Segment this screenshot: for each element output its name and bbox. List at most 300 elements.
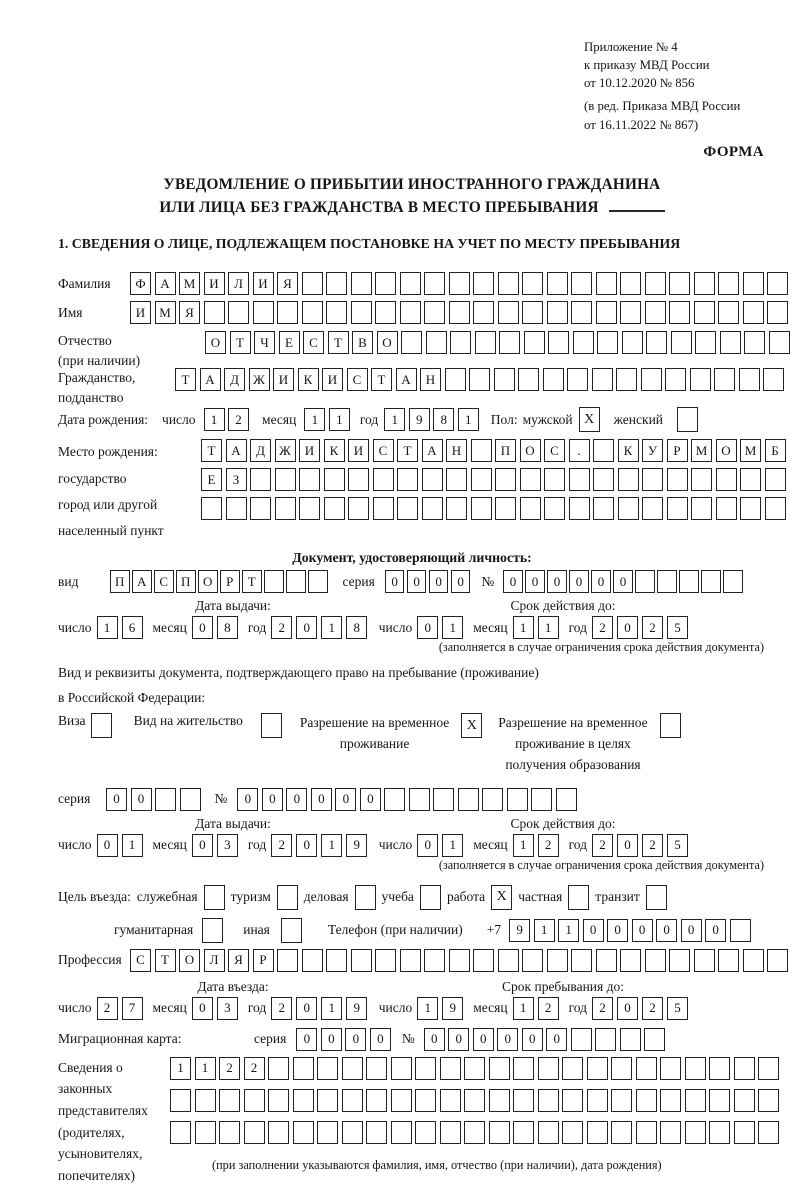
form-cell[interactable] [620,949,641,972]
form-cell[interactable] [375,949,396,972]
form-cell[interactable]: С [154,570,174,593]
form-cell[interactable] [611,1089,632,1112]
form-cell[interactable] [767,301,788,324]
form-cell[interactable] [720,331,741,354]
form-cell[interactable] [718,301,739,324]
form-cell[interactable]: 5 [667,997,688,1020]
form-cell[interactable]: С [373,439,394,462]
form-cell[interactable] [657,570,677,593]
form-cell[interactable] [373,497,394,520]
form-cell[interactable] [671,331,692,354]
form-cell[interactable]: 1 [538,616,559,639]
form-cell[interactable] [440,1121,461,1144]
form-cell[interactable] [538,1089,559,1112]
form-cell[interactable] [424,301,445,324]
form-cell[interactable]: И [322,368,343,391]
form-cell[interactable] [595,1028,616,1051]
form-cell[interactable] [679,570,699,593]
form-cell[interactable]: А [132,570,152,593]
form-cell[interactable] [293,1057,314,1080]
form-cell[interactable] [391,1057,412,1080]
form-cell[interactable]: 0 [448,1028,469,1051]
form-cell[interactable] [464,1089,485,1112]
form-cell[interactable]: 0 [681,919,702,942]
form-cell[interactable] [758,1121,779,1144]
form-cell[interactable] [391,1121,412,1144]
form-cell[interactable]: 0 [97,834,118,857]
form-cell[interactable] [522,301,543,324]
form-cell[interactable]: 0 [370,1028,391,1051]
form-cell[interactable]: А [226,439,247,462]
form-cell[interactable] [767,272,788,295]
form-cell[interactable] [646,331,667,354]
form-cell[interactable] [596,272,617,295]
form-cell[interactable]: Р [667,439,688,462]
form-cell[interactable] [277,949,298,972]
form-cell[interactable] [641,368,662,391]
form-cell[interactable] [415,1089,436,1112]
form-cell[interactable] [734,1121,755,1144]
form-cell[interactable]: К [618,439,639,462]
form-cell[interactable] [473,301,494,324]
form-cell[interactable]: 9 [346,997,367,1020]
form-cell[interactable]: 1 [458,408,479,431]
form-cell[interactable] [635,570,655,593]
form-cell[interactable]: 5 [667,616,688,639]
form-cell[interactable] [548,331,569,354]
form-cell[interactable] [204,301,225,324]
form-cell[interactable] [219,1121,240,1144]
form-cell[interactable] [660,1121,681,1144]
form-cell[interactable] [562,1089,583,1112]
form-cell[interactable]: О [179,949,200,972]
form-cell[interactable]: 0 [335,788,356,811]
form-cell[interactable] [302,949,323,972]
form-cell[interactable] [400,272,421,295]
form-cell[interactable] [622,331,643,354]
form-cell[interactable]: К [298,368,319,391]
form-cell[interactable] [524,331,545,354]
form-cell[interactable] [342,1121,363,1144]
form-cell[interactable] [507,788,528,811]
form-cell[interactable]: 1 [170,1057,191,1080]
form-cell[interactable] [366,1121,387,1144]
form-cell[interactable] [475,331,496,354]
form-cell[interactable]: 1 [442,834,463,857]
form-cell[interactable] [366,1057,387,1080]
form-cell[interactable] [765,468,786,491]
form-cell[interactable]: 0 [451,570,471,593]
form-cell[interactable]: 0 [424,1028,445,1051]
form-cell[interactable] [667,497,688,520]
form-cell[interactable] [667,468,688,491]
form-cell[interactable] [660,1089,681,1112]
form-cell[interactable] [464,1121,485,1144]
form-cell[interactable] [690,368,711,391]
form-cell[interactable]: 0 [591,570,611,593]
form-cell[interactable]: 2 [592,834,613,857]
form-cell[interactable] [348,468,369,491]
form-cell[interactable]: 0 [385,570,405,593]
form-cell[interactable] [669,301,690,324]
form-cell[interactable]: 2 [271,616,292,639]
form-cell[interactable] [645,301,666,324]
form-cell[interactable] [471,439,492,462]
form-cell[interactable]: 3 [217,997,238,1020]
form-cell[interactable]: 7 [122,997,143,1020]
form-cell[interactable] [375,272,396,295]
form-cell[interactable] [400,301,421,324]
form-cell[interactable]: . [569,439,590,462]
form-cell[interactable] [326,301,347,324]
form-cell[interactable] [228,301,249,324]
form-cell[interactable]: М [740,439,761,462]
form-cell[interactable]: 0 [429,570,449,593]
form-cell[interactable]: 0 [656,919,677,942]
form-cell[interactable]: 0 [106,788,127,811]
purpose-business-checkbox[interactable] [355,885,376,910]
form-cell[interactable]: 0 [192,834,213,857]
form-cell[interactable]: 1 [513,834,534,857]
form-cell[interactable] [694,272,715,295]
form-cell[interactable] [709,1089,730,1112]
form-cell[interactable]: 0 [417,616,438,639]
form-cell[interactable] [498,301,519,324]
form-cell[interactable]: Ф [130,272,151,295]
form-cell[interactable]: К [324,439,345,462]
form-cell[interactable] [351,301,372,324]
form-cell[interactable]: 0 [262,788,283,811]
form-cell[interactable] [518,368,539,391]
form-cell[interactable]: И [204,272,225,295]
form-cell[interactable]: О [198,570,218,593]
form-cell[interactable] [397,468,418,491]
form-cell[interactable]: 9 [509,919,530,942]
form-cell[interactable]: П [495,439,516,462]
form-cell[interactable]: И [130,301,151,324]
form-cell[interactable]: Т [155,949,176,972]
form-cell[interactable] [373,468,394,491]
form-cell[interactable]: 2 [228,408,249,431]
form-cell[interactable] [597,331,618,354]
form-cell[interactable]: Ж [249,368,270,391]
form-cell[interactable]: О [205,331,226,354]
form-cell[interactable] [567,368,588,391]
form-cell[interactable] [538,1057,559,1080]
form-cell[interactable]: 2 [642,616,663,639]
form-cell[interactable]: И [299,439,320,462]
form-cell[interactable]: 0 [569,570,589,593]
form-cell[interactable]: С [347,368,368,391]
form-cell[interactable] [397,497,418,520]
form-cell[interactable]: Т [397,439,418,462]
form-cell[interactable]: Т [230,331,251,354]
form-cell[interactable] [348,497,369,520]
form-cell[interactable]: 0 [407,570,427,593]
form-cell[interactable] [571,949,592,972]
form-cell[interactable]: 1 [513,997,534,1020]
form-cell[interactable] [302,272,323,295]
form-cell[interactable] [495,497,516,520]
form-cell[interactable] [440,1089,461,1112]
form-cell[interactable] [446,497,467,520]
form-cell[interactable]: Н [446,439,467,462]
form-cell[interactable]: 2 [592,616,613,639]
form-cell[interactable]: 0 [296,834,317,857]
form-cell[interactable] [669,272,690,295]
form-cell[interactable] [449,301,470,324]
form-cell[interactable]: В [352,331,373,354]
form-cell[interactable] [401,331,422,354]
form-cell[interactable]: 1 [534,919,555,942]
purpose-study-checkbox[interactable] [420,885,441,910]
form-cell[interactable] [450,331,471,354]
form-cell[interactable] [286,570,306,593]
form-cell[interactable] [573,331,594,354]
form-cell[interactable]: 0 [311,788,332,811]
form-cell[interactable]: П [176,570,196,593]
form-cell[interactable]: Р [253,949,274,972]
form-cell[interactable] [299,468,320,491]
form-cell[interactable] [562,1121,583,1144]
form-cell[interactable] [701,570,721,593]
form-cell[interactable]: 0 [632,919,653,942]
form-cell[interactable] [769,331,790,354]
form-cell[interactable] [195,1089,216,1112]
form-cell[interactable]: 0 [705,919,726,942]
form-cell[interactable]: 0 [522,1028,543,1051]
form-cell[interactable] [758,1089,779,1112]
form-cell[interactable] [730,919,751,942]
form-cell[interactable]: 1 [304,408,325,431]
form-cell[interactable] [642,468,663,491]
form-cell[interactable] [342,1057,363,1080]
form-cell[interactable] [593,439,614,462]
form-cell[interactable]: 0 [360,788,381,811]
form-cell[interactable]: Д [250,439,271,462]
form-cell[interactable]: 0 [321,1028,342,1051]
form-cell[interactable]: А [422,439,443,462]
form-cell[interactable] [571,272,592,295]
form-cell[interactable]: 2 [642,997,663,1020]
form-cell[interactable]: 0 [607,919,628,942]
form-cell[interactable] [324,497,345,520]
form-cell[interactable]: Я [277,272,298,295]
form-cell[interactable] [765,497,786,520]
form-cell[interactable] [513,1057,534,1080]
form-cell[interactable]: 0 [503,570,523,593]
form-cell[interactable] [495,468,516,491]
form-cell[interactable] [464,1057,485,1080]
form-cell[interactable]: 0 [296,1028,317,1051]
form-cell[interactable] [499,331,520,354]
form-cell[interactable]: 1 [329,408,350,431]
form-cell[interactable]: 1 [384,408,405,431]
form-cell[interactable] [763,368,784,391]
form-cell[interactable] [326,272,347,295]
form-cell[interactable] [571,301,592,324]
form-cell[interactable] [195,1121,216,1144]
form-cell[interactable] [268,1057,289,1080]
form-cell[interactable]: 1 [122,834,143,857]
form-cell[interactable] [767,949,788,972]
purpose-humanitarian-checkbox[interactable] [202,918,223,943]
form-cell[interactable] [250,468,271,491]
sex-male-checkbox[interactable]: X [579,407,600,432]
form-cell[interactable] [709,1121,730,1144]
form-cell[interactable]: Ч [254,331,275,354]
form-cell[interactable] [424,272,445,295]
form-cell[interactable] [543,368,564,391]
form-cell[interactable]: Т [201,439,222,462]
form-cell[interactable]: 0 [345,1028,366,1051]
form-cell[interactable]: 0 [192,997,213,1020]
form-cell[interactable] [409,788,430,811]
form-cell[interactable]: И [253,272,274,295]
form-cell[interactable] [253,301,274,324]
form-cell[interactable] [593,468,614,491]
form-cell[interactable]: И [273,368,294,391]
form-cell[interactable]: А [155,272,176,295]
form-cell[interactable]: Т [328,331,349,354]
form-cell[interactable] [547,272,568,295]
form-cell[interactable]: Т [242,570,262,593]
form-cell[interactable] [544,468,565,491]
form-cell[interactable]: С [544,439,565,462]
purpose-work-checkbox[interactable]: X [491,885,512,910]
form-cell[interactable] [275,497,296,520]
form-cell[interactable] [596,301,617,324]
form-cell[interactable] [691,497,712,520]
form-cell[interactable] [469,368,490,391]
form-cell[interactable] [302,301,323,324]
form-cell[interactable]: 2 [538,834,559,857]
form-cell[interactable]: 0 [617,834,638,857]
form-cell[interactable] [556,788,577,811]
form-cell[interactable] [531,788,552,811]
form-cell[interactable]: А [200,368,221,391]
form-cell[interactable] [489,1089,510,1112]
form-cell[interactable] [587,1121,608,1144]
form-cell[interactable]: 5 [667,834,688,857]
form-cell[interactable]: 1 [97,616,118,639]
form-cell[interactable]: 0 [296,616,317,639]
form-cell[interactable] [618,468,639,491]
form-cell[interactable] [718,949,739,972]
form-cell[interactable] [275,468,296,491]
form-cell[interactable] [366,1089,387,1112]
form-cell[interactable] [384,788,405,811]
form-cell[interactable] [415,1121,436,1144]
form-cell[interactable] [424,949,445,972]
form-cell[interactable]: 1 [321,997,342,1020]
form-cell[interactable] [277,301,298,324]
form-cell[interactable] [268,1121,289,1144]
form-cell[interactable] [571,1028,592,1051]
form-cell[interactable]: 8 [433,408,454,431]
form-cell[interactable] [587,1089,608,1112]
form-cell[interactable]: 0 [617,616,638,639]
form-cell[interactable] [324,468,345,491]
form-cell[interactable]: 2 [219,1057,240,1080]
form-cell[interactable]: Е [279,331,300,354]
form-cell[interactable]: 0 [296,997,317,1020]
form-cell[interactable]: 1 [558,919,579,942]
sex-female-checkbox[interactable] [677,407,698,432]
form-cell[interactable] [400,949,421,972]
form-cell[interactable] [547,301,568,324]
form-cell[interactable] [694,301,715,324]
form-cell[interactable] [744,331,765,354]
form-cell[interactable] [636,1121,657,1144]
form-cell[interactable] [685,1089,706,1112]
form-cell[interactable] [219,1089,240,1112]
form-cell[interactable]: 1 [321,834,342,857]
form-cell[interactable] [473,272,494,295]
form-cell[interactable] [489,1057,510,1080]
form-cell[interactable]: О [716,439,737,462]
form-cell[interactable]: 2 [642,834,663,857]
form-cell[interactable]: О [377,331,398,354]
form-cell[interactable] [293,1089,314,1112]
form-cell[interactable] [569,497,590,520]
form-cell[interactable]: 0 [497,1028,518,1051]
form-cell[interactable]: 2 [271,834,292,857]
form-cell[interactable] [709,1057,730,1080]
form-cell[interactable]: 8 [346,616,367,639]
form-cell[interactable]: М [155,301,176,324]
form-cell[interactable] [611,1057,632,1080]
form-cell[interactable] [716,497,737,520]
form-cell[interactable]: Л [228,272,249,295]
form-cell[interactable] [520,497,541,520]
form-cell[interactable] [482,788,503,811]
form-cell[interactable] [644,1028,665,1051]
form-cell[interactable]: Я [228,949,249,972]
form-cell[interactable] [155,788,176,811]
form-cell[interactable] [471,468,492,491]
form-cell[interactable] [743,949,764,972]
form-cell[interactable] [317,1089,338,1112]
form-cell[interactable] [351,272,372,295]
form-cell[interactable]: 0 [547,570,567,593]
form-cell[interactable] [342,1089,363,1112]
form-cell[interactable]: 1 [417,997,438,1020]
purpose-official-checkbox[interactable] [204,885,225,910]
form-cell[interactable] [522,949,543,972]
form-cell[interactable] [743,272,764,295]
form-cell[interactable] [538,1121,559,1144]
form-cell[interactable] [268,1089,289,1112]
form-cell[interactable] [498,272,519,295]
form-cell[interactable]: 0 [237,788,258,811]
form-cell[interactable] [592,368,613,391]
form-cell[interactable]: 9 [346,834,367,857]
form-cell[interactable] [244,1089,265,1112]
form-cell[interactable]: 2 [271,997,292,1020]
form-cell[interactable]: 2 [592,997,613,1020]
form-cell[interactable]: 1 [321,616,342,639]
form-cell[interactable]: 2 [97,997,118,1020]
form-cell[interactable] [250,497,271,520]
form-cell[interactable] [620,272,641,295]
form-cell[interactable] [611,1121,632,1144]
form-cell[interactable] [642,497,663,520]
form-cell[interactable]: 9 [409,408,430,431]
form-cell[interactable] [170,1121,191,1144]
form-cell[interactable] [587,1057,608,1080]
purpose-other-checkbox[interactable] [281,918,302,943]
